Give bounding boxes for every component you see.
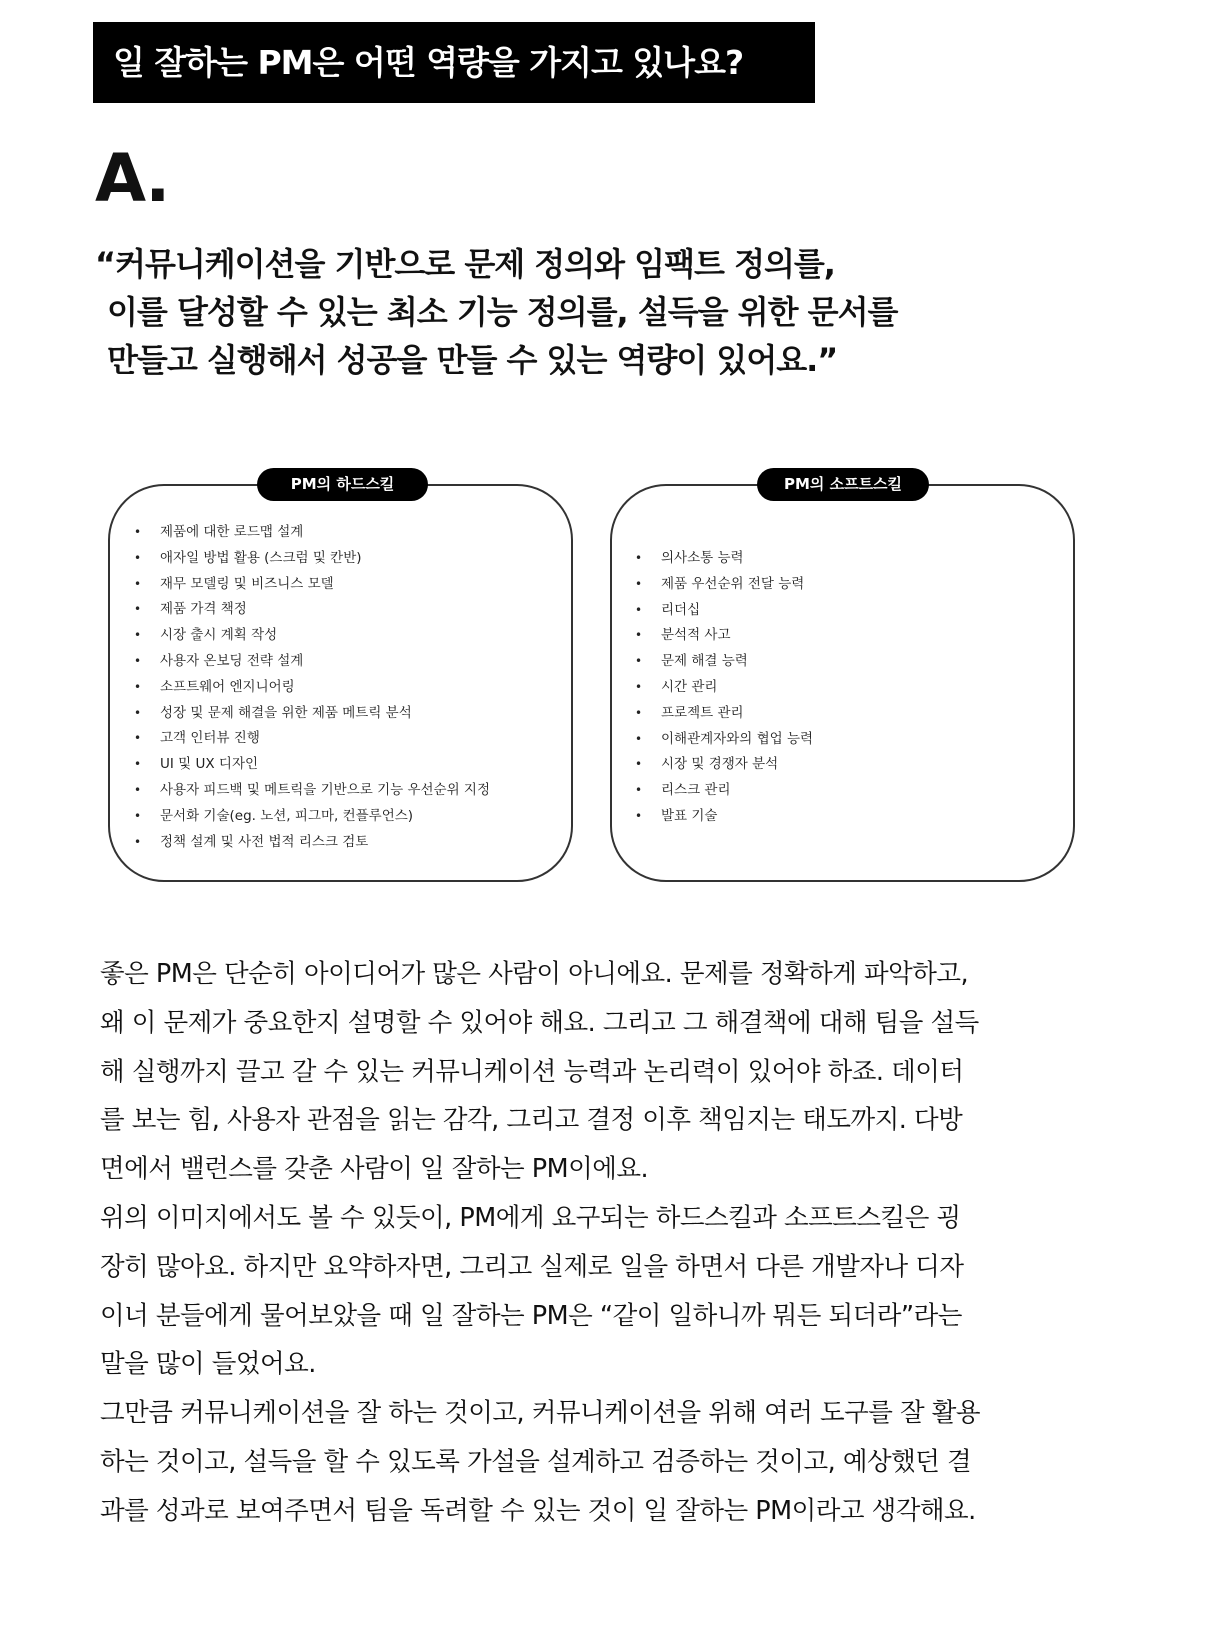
list-item [130,597,490,623]
list-item [130,520,490,546]
list-item-label: 문제 해결 능력 [661,653,748,670]
body-line: 말을 많이 들었어요. [100,1349,316,1380]
list-item-label: 고객 인터뷰 진행 [160,730,260,747]
bullet-icon: • [635,679,643,694]
list-item [631,546,813,572]
body-line: 해 실행까지 끌고 갈 수 있는 커뮤니케이션 능력과 논리력이 있어야 하죠. 데이터 [100,1056,964,1087]
list-item-label: 리더십 [661,601,701,618]
list-item-label: 발표 기술 [661,807,718,824]
list-item-label: 의사소통 능력 [661,550,744,566]
list-item [631,701,813,727]
list-item [631,752,813,778]
hard-skills-title: PM의 하드스킬 [257,468,428,501]
list-item-label: 제품 우선순위 전달 능력 [661,575,805,592]
bullet-icon: • [635,783,643,798]
list-item-label: 소프트웨어 엔지니어링 [160,678,295,695]
bullet-icon: • [134,808,142,823]
list-item-label: 사용자 온보딩 전략 설계 [160,652,304,669]
soft-skills-list [631,546,813,830]
list-item [130,804,490,830]
bullet-icon: • [134,757,142,772]
list-item-label: 분석적 사고 [661,627,731,644]
quote-line: 만들고 실행해서 성공을 만들 수 있는 역량이 있어요.” [107,341,838,379]
body-line: 그만큼 커뮤니케이션을 잘 하는 것이고, 커뮤니케이션을 위해 여러 도구를 잘 활용 [100,1398,981,1429]
body-line: 왜 이 문제가 중요한지 설명할 수 있어야 해요. 그리고 그 해결책에 대해 팀을 설득 [100,1007,979,1038]
bullet-icon: • [134,705,142,720]
list-item-label: 리스크 관리 [661,782,731,799]
list-item-label: 성장 및 문제 해결을 위한 제품 메트릭 분석 [160,704,412,721]
bullet-icon: • [134,525,142,539]
list-item-label: UI 및 UX 디자인 [160,756,259,773]
list-item [631,675,813,701]
answer-mark: A. [95,140,169,217]
list-item-label: 프로젝트 관리 [661,704,744,721]
list-item [130,752,490,778]
list-item-label: 시간 관리 [661,678,718,695]
bullet-icon: • [134,834,142,849]
list-item-label: 제품 가격 책정 [160,601,247,618]
body-line: 면에서 밸런스를 갖춘 사람이 일 잘하는 PM이에요. [100,1154,649,1185]
body-line: 하는 것이고, 설득을 할 수 있도록 가설을 설계하고 검증하는 것이고, 예상했던 결 [100,1446,972,1477]
bullet-icon: • [635,757,643,772]
list-item [631,623,813,649]
list-item-label: 정책 설계 및 사전 법적 리스크 검토 [160,833,369,850]
body-line: 이너 분들에게 물어보았을 때 일 잘하는 PM은 “같이 일하니까 뭐든 되더라”라는 [100,1300,962,1331]
body-line: 좋은 PM은 단순히 아이디어가 많은 사람이 아니에요. 문제를 정확하게 파악하고, [100,959,969,989]
bullet-icon: • [635,654,643,669]
body-line: 장히 많아요. 하지만 요약하자면, 그리고 실제로 일을 하면서 다른 개발자나 디자 [100,1251,964,1282]
bullet-icon: • [134,679,142,694]
answer-quote [95,240,897,384]
body-line: 를 보는 힘, 사용자 관점을 읽는 감각, 그리고 결정 이후 책임지는 태도까지. 다방 [100,1105,963,1136]
list-item [631,572,813,598]
list-item [130,572,490,598]
page-title: 일 잘하는 PM은 어떤 역량을 가지고 있나요? [93,22,815,103]
list-item-label: 제품에 대한 로드맵 설계 [160,524,304,540]
list-item [130,830,490,856]
body-line: 과를 성과로 보여주면서 팀을 독려할 수 있는 것이 일 잘하는 PM이라고 생각해요. [100,1495,976,1526]
list-item [631,804,813,830]
list-item [631,778,813,804]
bullet-icon: • [635,628,643,643]
list-item [631,649,813,675]
quote-line: 이를 달성할 수 있는 최소 기능 정의를, 설득을 위한 문서를 [107,293,898,331]
body-text [100,950,980,1536]
list-item [130,726,490,752]
list-item-label: 시장 출시 계획 작성 [160,627,278,644]
list-item-label: 재무 모델링 및 비즈니스 모델 [160,575,334,592]
list-item [130,546,490,572]
quote-line: “커뮤니케이션을 기반으로 문제 정의와 임팩트 정의를, [95,245,835,283]
bullet-icon: • [134,731,142,746]
list-item-label: 애자일 방법 활용 (스크럼 및 칸반) [160,549,362,566]
bullet-icon: • [635,602,643,617]
hard-skills-list [130,520,490,855]
list-item [130,623,490,649]
bullet-icon: • [134,602,142,617]
list-item [130,778,490,804]
bullet-icon: • [134,782,142,797]
bullet-icon: • [635,576,643,591]
list-item [631,727,813,753]
bullet-icon: • [635,551,643,565]
bullet-icon: • [134,550,142,565]
body-line: 위의 이미지에서도 볼 수 있듯이, PM에게 요구되는 하드스킬과 소프트스킬은 굉 [100,1202,961,1233]
soft-skills-title: PM의 소프트스킬 [757,468,929,501]
bullet-icon: • [635,808,643,823]
list-item [130,649,490,675]
list-item-label: 문서화 기술(eg. 노션, 피그마, 컨플루언스) [160,807,414,824]
list-item [130,675,490,701]
bullet-icon: • [134,628,142,643]
bullet-icon: • [134,653,142,668]
list-item [130,701,490,727]
list-item [631,598,813,624]
bullet-icon: • [635,731,643,746]
list-item-label: 이해관계자와의 협업 능력 [661,730,814,747]
list-item-label: 사용자 피드백 및 메트릭을 기반으로 기능 우선순위 지정 [160,781,490,798]
bullet-icon: • [635,705,643,720]
list-item-label: 시장 및 경쟁자 분석 [661,756,779,773]
bullet-icon: • [134,576,142,591]
